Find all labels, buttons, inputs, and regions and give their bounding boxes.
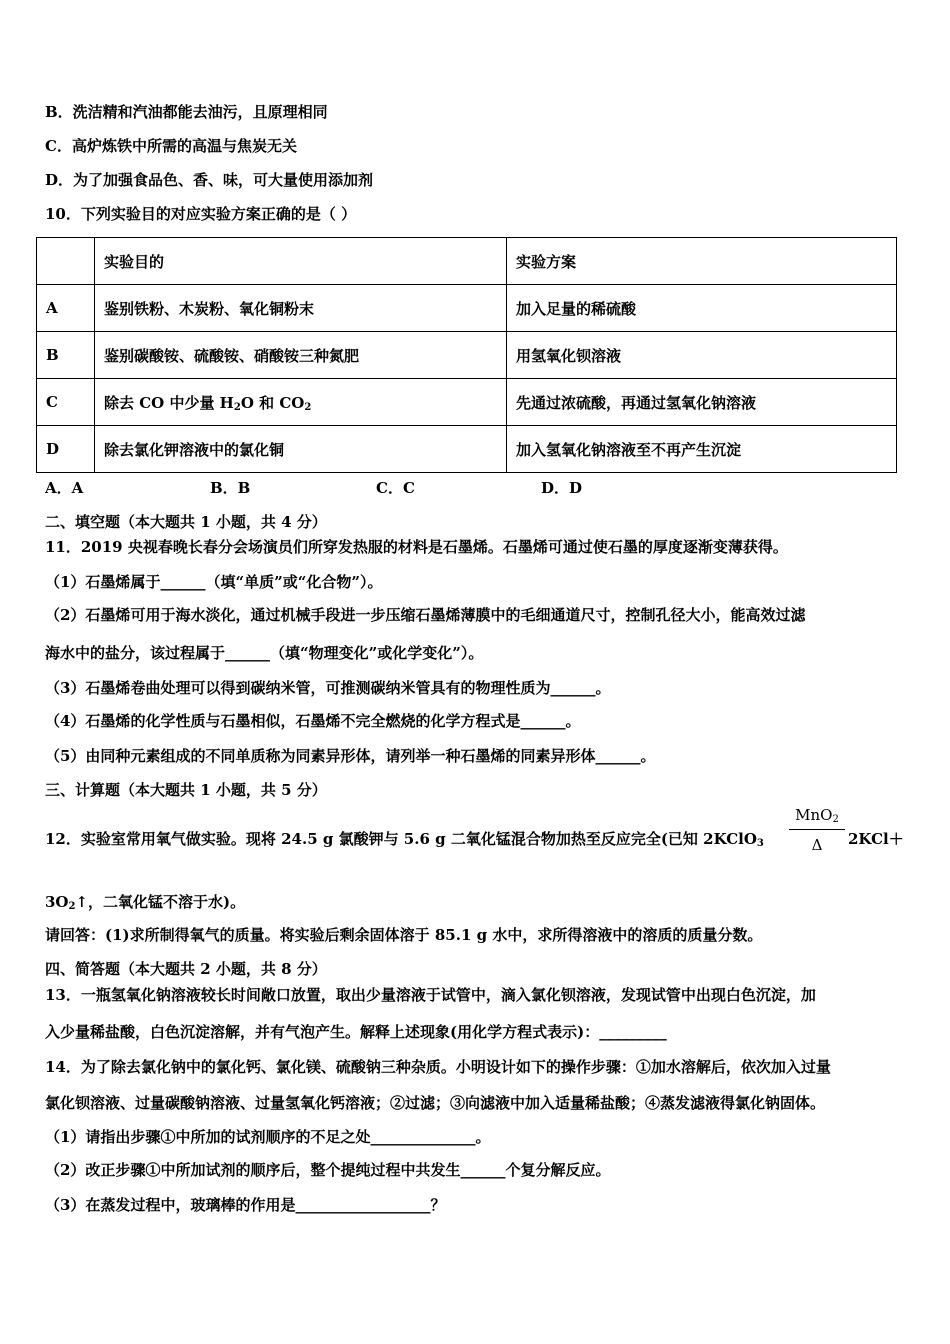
row-plan: 加入氢氧化钠溶液至不再产生沉淀 — [507, 426, 897, 473]
row-label: B — [37, 332, 95, 379]
experiment-table — [36, 237, 897, 473]
row-goal: 除去 CO 中少量 $H_2O$ 和 $CO_2$ — [95, 379, 507, 426]
question-14-part-1: （1）请指出步骤①中所加的试剂顺序的不足之处______________。 — [45, 1128, 491, 1146]
table-header-cell: 实验目的 — [95, 238, 507, 285]
answer-option-a: A．A — [45, 479, 84, 497]
table-header-cell — [37, 238, 95, 285]
answer-option-c: C．C — [376, 479, 415, 497]
section-2-title: 二、填空题（本大题共 1 小题，共 4 分） — [45, 513, 327, 531]
table-header-cell: 实验方案 — [507, 238, 897, 285]
row-plan: 加入足量的稀硫酸 — [507, 285, 897, 332]
option-d-prev: D．为了加强食品色、香、味，可大量使用添加剂 — [45, 171, 374, 189]
table-header-row — [37, 238, 897, 285]
row-label: C — [37, 379, 95, 426]
question-12-line-2: $3O_2↑$，二氧化锰不溶于水)。 — [45, 893, 246, 912]
question-13-line-1: 13．一瓶氢氧化钠溶液较长时间敞口放置，取出少量溶液于试管中，滴入氯化钡溶液，发现试管中出现白色沉淀，加 — [45, 986, 816, 1004]
option-b-prev: B．洗洁精和汽油都能去油污，且原理相同 — [45, 103, 328, 121]
section-3-title: 三、计算题（本大题共 1 小题，共 5 分） — [45, 781, 327, 799]
question-13-line-2: 入少量稀盐酸，白色沉淀溶解，并有气泡产生。解释上述现象(用化学方程式表示)：_________ — [45, 1023, 667, 1041]
row-label: A — [37, 285, 95, 332]
question-11-part-4: （4）石墨烯的化学性质与石墨相似，石墨烯不完全燃烧的化学方程式是______。 — [45, 712, 581, 730]
question-11-part-5: （5）由同种元素组成的不同单质称为同素异形体，请列举一种石墨烯的同素异形体______。 — [45, 747, 656, 765]
option-c-prev: C．高炉炼铁中所需的高温与焦炭无关 — [45, 137, 297, 155]
row-goal: 除去氯化钾溶液中的氯化铜 — [95, 426, 507, 473]
question-11-part-2a: （2）石墨烯可用于海水淡化，通过机械手段进一步压缩石墨烯薄膜中的毛细通道尺寸，控制孔径大小，能高效过滤 — [45, 606, 806, 624]
row-plan: 用氢氧化钡溶液 — [507, 332, 897, 379]
question-11-part-2b: 海水中的盐分，该过程属于______（填“物理变化”或化学变化”）。 — [45, 644, 484, 662]
question-11-part-1: （1）石墨烯属于______（填“单质”或“化合物”）。 — [45, 573, 383, 591]
reaction-arrow-line — [789, 829, 845, 830]
question-10-stem: 10．下列实验目的对应实验方案正确的是（ ） — [45, 205, 357, 223]
question-12-line-1: 12．实验室常用氧气做实验。现将 24.5 g 氯酸钾与 5.6 g 二氧化锰混合物加热至反应完全(已知 2KClO$_3$ — [45, 830, 764, 849]
row-goal: 鉴别铁粉、木炭粉、氧化铜粉末 — [95, 285, 507, 332]
question-14-line-2: 氯化钡溶液、过量碳酸钠溶液、过量氢氧化钙溶液；②过滤；③向滤液中加入适量稀盐酸；④蒸发滤液得氯化钠固体。 — [45, 1094, 826, 1112]
question-14-line-1: 14．为了除去氯化钠中的氯化钙、氯化镁、硫酸钠三种杂质。小明设计如下的操作步骤：①加水溶解后，依次加入过量 — [45, 1058, 831, 1076]
question-14-part-2: （2）改正步骤①中所加试剂的顺序后，整个提纯过程中共发生______个复分解反应。 — [45, 1161, 611, 1179]
reaction-condition — [789, 806, 845, 854]
answer-option-b: B．B — [210, 479, 251, 497]
row-goal: 鉴别碳酸铵、硫酸铵、硝酸铵三种氮肥 — [95, 332, 507, 379]
row-label: D — [37, 426, 95, 473]
row-plan: 先通过浓硫酸，再通过氢氧化钠溶液 — [507, 379, 897, 426]
catalyst-label: MnO$_2$ — [795, 806, 839, 825]
question-14-part-3: （3）在蒸发过程中，玻璃棒的作用是__________________？ — [45, 1196, 446, 1214]
table-row — [37, 332, 897, 379]
heat-symbol: Δ — [811, 836, 823, 854]
table-row — [37, 285, 897, 332]
table-row — [37, 379, 897, 426]
answer-option-d: D．D — [541, 479, 583, 497]
question-12-ask: 请回答：(1)求所制得氧气的质量。将实验后剩余固体溶于 85.1 g 水中，求所得溶液中的溶质的质量分数。 — [45, 926, 763, 944]
section-4-title: 四、简答题（本大题共 2 小题，共 8 分） — [45, 960, 327, 978]
reaction-product: 2KCl＋ — [848, 830, 904, 848]
question-11-stem: 11．2019 央视春晚长春分会场演员们所穿发热服的材料是石墨烯。石墨烯可通过使石墨的厚度逐渐变薄获得。 — [45, 538, 788, 556]
question-11-part-3: （3）石墨烯卷曲处理可以得到碳纳米管，可推测碳纳米管具有的物理性质为______。 — [45, 679, 611, 697]
table-row — [37, 426, 897, 473]
